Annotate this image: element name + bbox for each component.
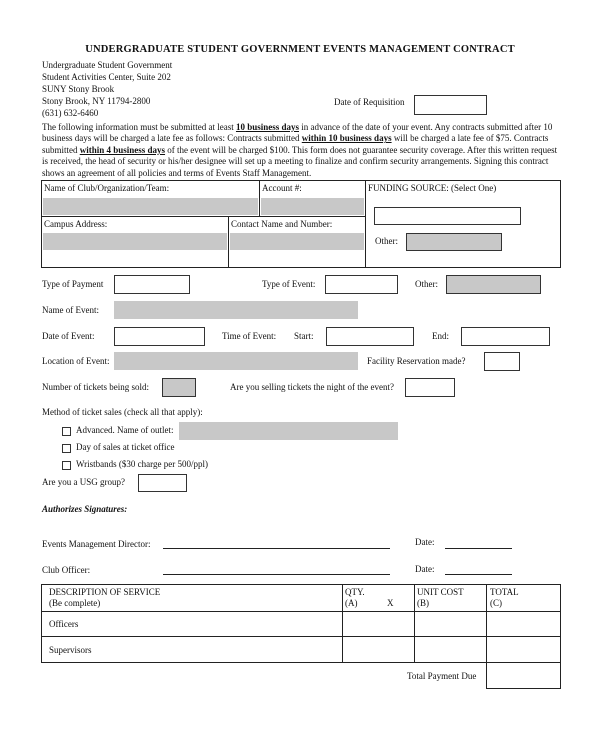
usg-group-field[interactable] (138, 474, 187, 492)
supervisors-total-cell[interactable] (486, 636, 561, 663)
facility-label: Facility Reservation made? (367, 356, 466, 366)
total-c: (C) (490, 598, 502, 608)
officer-signature-line[interactable] (163, 574, 390, 575)
campus-address-cell[interactable] (41, 216, 229, 268)
address-line-3: SUNY Stony Brook (42, 84, 115, 94)
date-event-label: Date of Event: (42, 331, 95, 341)
account-label: Account #: (262, 183, 302, 193)
requisition-date-field[interactable] (414, 95, 487, 115)
selling-night-field[interactable] (405, 378, 455, 397)
director-label: Events Management Director: (42, 539, 151, 549)
account-cell[interactable] (259, 180, 366, 217)
address-line-5: (631) 632-6460 (42, 108, 99, 118)
supervisors-qty-cell[interactable] (342, 636, 415, 663)
instructions-paragraph: The following information must be submitted at least 10 business days in advance of the date of your event. Any contracts submitted after 10 business days will be charged a late fee as follows: Contracts submitted within 10 business days will be charged a late fee of $75. Contracts submitted within 4 business days of the event will be charged $100. This form does not guarantee security coverage. After this written request is received, the head of security or his/her designee will set up a meeting to finalize and confirm security arrangements. Signing this contract shows an agreement of all policies and terms of Events Staff Management. (42, 122, 558, 178)
officer-date-line[interactable] (445, 574, 512, 575)
club-name-cell[interactable] (41, 180, 260, 217)
campus-address-label: Campus Address: (44, 219, 108, 229)
total-header-cell (486, 584, 561, 612)
row-supervisors-label: Supervisors (49, 645, 92, 655)
time-event-label: Time of Event: (222, 331, 277, 341)
end-label: End: (432, 331, 449, 341)
wristbands-checkbox[interactable] (62, 461, 71, 470)
type-event-label: Type of Event: (262, 279, 316, 289)
unit-header: UNIT COST (417, 587, 464, 597)
director-date-line[interactable] (445, 548, 512, 549)
tickets-sold-field[interactable] (162, 378, 196, 397)
address-line-4: Stony Brook, NY 11794-2800 (42, 96, 151, 106)
multiply-x: X (387, 598, 394, 608)
day-of-checkbox[interactable] (62, 444, 71, 453)
date1-label: Date: (415, 537, 435, 547)
facility-field[interactable] (484, 352, 520, 371)
unit-header-cell (414, 584, 487, 612)
row-officers-label: Officers (49, 619, 79, 629)
type-payment-label: Type of Payment (42, 279, 104, 289)
desc-header-cell (41, 584, 343, 612)
funding-other-field[interactable] (406, 233, 502, 251)
type-other-label: Other: (415, 279, 438, 289)
contact-label: Contact Name and Number: (231, 219, 333, 229)
club-officer-label: Club Officer: (42, 565, 91, 575)
director-signature-line[interactable] (163, 548, 390, 549)
type-event-field[interactable] (325, 275, 398, 294)
name-event-label: Name of Event: (42, 305, 99, 315)
funding-other-label: Other: (375, 236, 398, 246)
funding-source-cell (365, 180, 561, 268)
officers-unit-cell[interactable] (414, 611, 487, 637)
address-line-2: Student Activities Center, Suite 202 (42, 72, 171, 82)
funding-source-select[interactable] (374, 207, 521, 225)
address-line-1: Undergraduate Student Government (42, 60, 173, 70)
total-header: TOTAL (490, 587, 519, 597)
qty-header: QTY. (345, 587, 365, 597)
end-time-field[interactable] (461, 327, 550, 346)
method-label: Method of ticket sales (check all that apply): (42, 407, 203, 417)
officers-qty-cell[interactable] (342, 611, 415, 637)
unit-b: (B) (417, 598, 429, 608)
day-of-label: Day of sales at ticket office (76, 442, 175, 452)
total-due-cell[interactable] (486, 662, 561, 689)
table-row (41, 611, 343, 637)
date-event-field[interactable] (114, 327, 205, 346)
desc-subheader: (Be complete) (49, 598, 101, 608)
start-time-field[interactable] (326, 327, 414, 346)
requisition-label: Date of Requisition (334, 97, 405, 107)
officers-total-cell[interactable] (486, 611, 561, 637)
table-row (41, 636, 343, 663)
club-name-label: Name of Club/Organization/Team: (44, 183, 170, 193)
contact-cell[interactable] (228, 216, 366, 268)
desc-header: DESCRIPTION OF SERVICE (49, 587, 161, 597)
advanced-label: Advanced. Name of outlet: (76, 425, 174, 435)
signatures-heading: Authorizes Signatures: (42, 504, 128, 514)
selling-night-label: Are you selling tickets the night of the event? (230, 382, 394, 392)
qty-header-cell (342, 584, 415, 612)
supervisors-unit-cell[interactable] (414, 636, 487, 663)
qty-a: (A) (345, 598, 358, 608)
name-event-field[interactable] (114, 301, 358, 319)
outlet-name-field[interactable] (179, 422, 398, 440)
date2-label: Date: (415, 564, 435, 574)
total-due-label: Total Payment Due (407, 671, 477, 681)
funding-source-label: FUNDING SOURCE: (Select One) (368, 183, 497, 193)
start-label: Start: (294, 331, 314, 341)
type-payment-field[interactable] (114, 275, 190, 294)
usg-group-label: Are you a USG group? (42, 477, 125, 487)
page-title: UNDERGRADUATE STUDENT GOVERNMENT EVENTS MANAGEMENT CONTRACT (85, 44, 515, 55)
type-other-field[interactable] (446, 275, 541, 294)
advanced-checkbox[interactable] (62, 427, 71, 436)
tickets-sold-label: Number of tickets being sold: (42, 382, 149, 392)
location-field[interactable] (114, 352, 358, 370)
location-label: Location of Event: (42, 356, 110, 366)
wristbands-label: Wristbands ($30 charge per 500/ppl) (76, 459, 208, 469)
